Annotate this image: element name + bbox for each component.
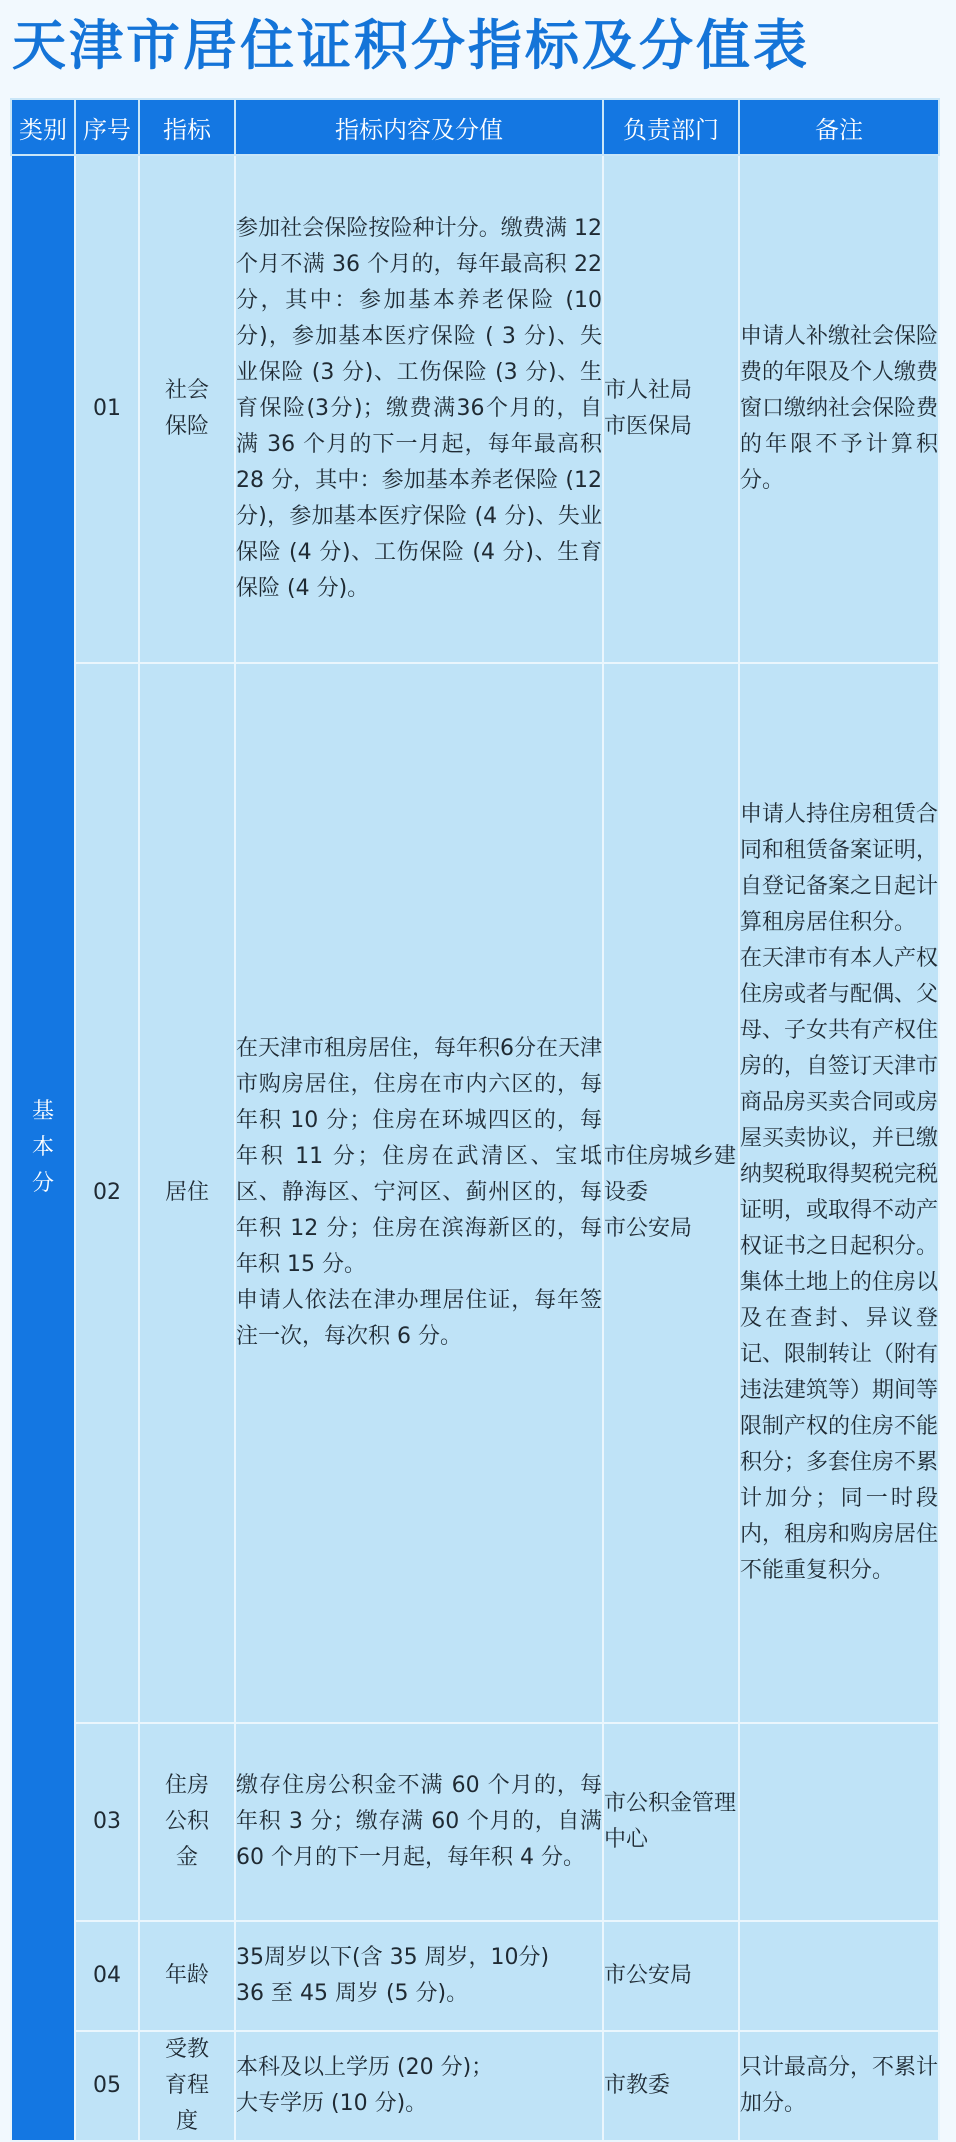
indicator-name (139, 155, 235, 663)
indicator-name (139, 1921, 235, 2031)
table-row (11, 1921, 939, 2031)
indicator-label: 住房公积金 (164, 1773, 209, 1870)
indicator-name (139, 663, 235, 1723)
department: 市公安局 (603, 1921, 739, 2031)
header-indicator: 指标 (139, 99, 235, 155)
department: 市住房城乡建设委 市公安局 (603, 663, 739, 1723)
note: 只计最高分，不累计加分。 (739, 2031, 939, 2141)
row-number: 03 (75, 1723, 139, 1921)
note: 申请人持住房租赁合同和租赁备案证明，自登记备案之日起计算租房居住积分。 在天津市有本人产权住房或者与配偶、父母、子女共有产权住房的，自签订天津市商品房买卖合同或房屋买卖协议，并已缴纳契税取得契税完税证明，或取得不动产权证书之日起积分。 集体土地上的住房以及在查封、异议登记、限制转让（附有违法建筑等）期间等限制产权的住房不能积分；多套住房不累计加分；同一时段内，租房和购房居住不能重复积分。 (739, 663, 939, 1723)
indicator-label: 年龄 (164, 1963, 209, 1988)
department: 市公积金管理中心 (603, 1723, 739, 1921)
department: 市人社局 市医保局 (603, 155, 739, 663)
page-title: 天津市居住证积分指标及分值表 (12, 14, 810, 77)
table-row (11, 1723, 939, 1921)
note (739, 1723, 939, 1921)
header-content: 指标内容及分值 (235, 99, 603, 155)
indicator-content: 缴存住房公积金不满 60 个月的，每年积 3 分；缴存满 60 个月的，自满 60 个月的下一月起，每年积 4 分。 (235, 1723, 603, 1921)
table-row (11, 663, 939, 1723)
note (739, 1921, 939, 2031)
row-number: 01 (75, 155, 139, 663)
department: 市教委 (603, 2031, 739, 2141)
indicator-content: 本科及以上学历 (20 分)； 大专学历 (10 分)。 (235, 2031, 603, 2141)
header-department: 负责部门 (603, 99, 739, 155)
row-number: 02 (75, 663, 139, 1723)
indicator-label: 社会保险 (164, 378, 209, 439)
category-label: 基本分 (32, 1099, 55, 1196)
header-note: 备注 (739, 99, 939, 155)
header-category: 类别 (11, 99, 75, 155)
indicator-label: 受教育程度 (164, 2037, 209, 2134)
table-row (11, 155, 939, 663)
header-number: 序号 (75, 99, 139, 155)
category-cell (11, 155, 75, 2141)
indicator-content: 在天津市租房居住，每年积6分在天津市购房居住，住房在市内六区的，每年积 10 分；住房在环城四区的，每年积 11 分；住房在武清区、宝坻区、静海区、宁河区、蓟州区的，每年积 12 分；住房在滨海新区的，每年积 15 分。 申请人依法在津办理居住证，每年签注一次，每次积 6 分。 (235, 663, 603, 1723)
indicator-content: 参加社会保险按险种计分。缴费满 12 个月不满 36 个月的，每年最高积 22 分，其中：参加基本养老保险 (10 分)，参加基本医疗保险 ( 3 分)、失业保险 (3 分)、工伤保险 (3 分)、生育保险(3分)；缴费满36个月的，自满 36 个月的下一月起，每年最高积 28 分，其中：参加基本养老保险 (12 分)，参加基本医疗保险 (4 分)、失业保险 (4 分)、工伤保险 (4 分)、生育保险 (4 分)。 (235, 155, 603, 663)
indicator-content: 35周岁以下(含 35 周岁，10分) 36 至 45 周岁 (5 分)。 (235, 1921, 603, 2031)
indicator-name (139, 1723, 235, 1921)
row-number: 05 (75, 2031, 139, 2141)
indicator-name (139, 2031, 235, 2141)
indicator-label: 居住 (164, 1180, 209, 1205)
note: 申请人补缴社会保险费的年限及个人缴费窗口缴纳社会保险费的年限不予计算积分。 (739, 155, 939, 663)
row-number: 04 (75, 1921, 139, 2031)
score-table (10, 98, 940, 2142)
table-row (11, 2031, 939, 2141)
table-header-row (11, 99, 939, 155)
